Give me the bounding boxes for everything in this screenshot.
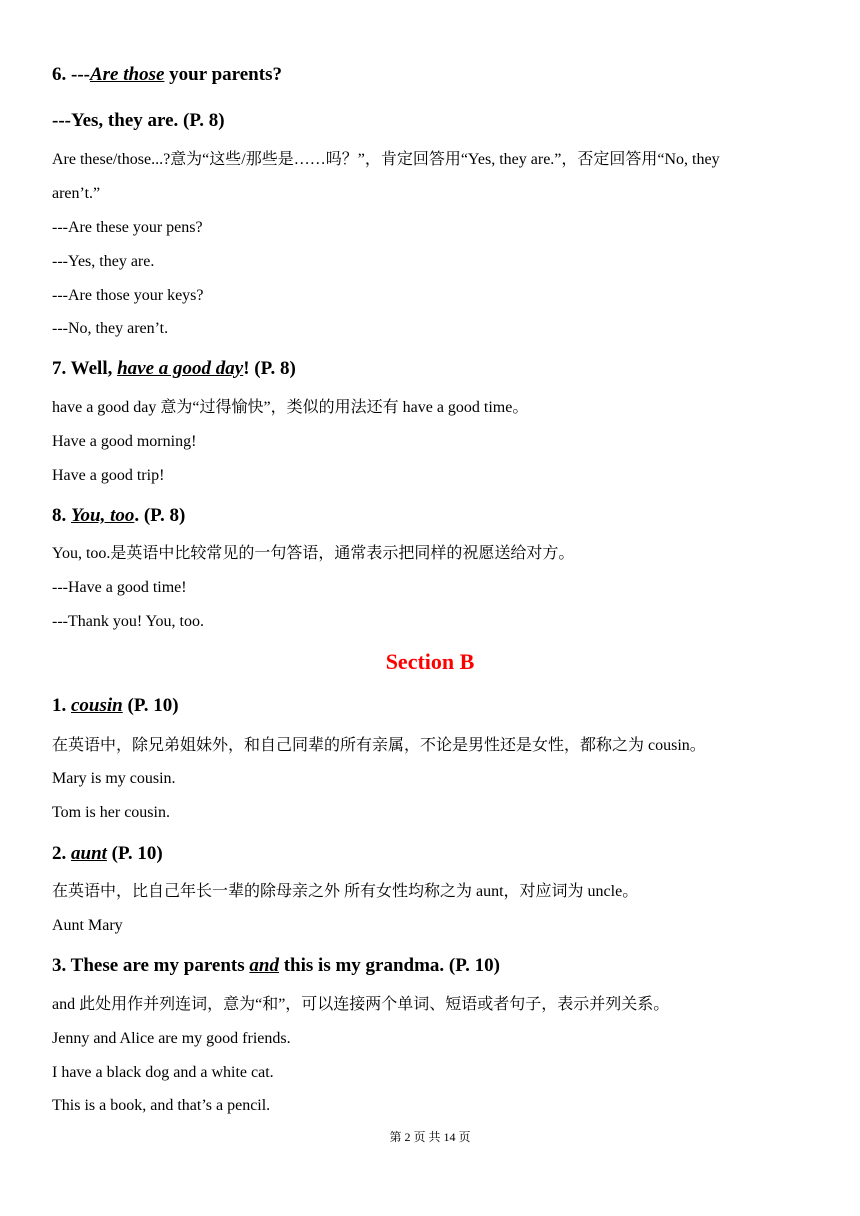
heading-prefix: 8. [52,505,71,526]
item-6-heading [52,63,820,87]
item-b1-heading [52,694,820,718]
example-sentence: Tom is her cousin. [52,804,170,821]
item-7-heading [52,357,820,381]
heading-suffix: ! (P. 8) [243,358,296,379]
example-sentence: Have a good morning! [52,433,197,450]
example-sentence: ---Are these your pens? [52,219,203,236]
explanation-text: Are these/those...?意为“这些/那些是……吗？”，肯定回答用“Yes, they are.”，否定回答用“No, they [52,151,720,168]
item-8-heading [52,504,820,528]
example-sentence: Mary is my cousin. [52,770,176,787]
example-sentence: ---Thank you! You, too. [52,613,204,630]
item-6-answer-heading: ---Yes, they are. (P. 8) [52,110,225,131]
page-footer: 第 2 页 共 14 页 [389,1130,471,1144]
explanation-text: aren’t.” [52,185,101,202]
keyword: You, too [71,505,135,526]
keyword: cousin [71,695,123,716]
heading-prefix: 6. --- [52,64,90,85]
example-sentence: ---No, they aren’t. [52,320,169,337]
example-sentence: ---Have a good time! [52,579,187,596]
example-sentence: This is a book, and that’s a pencil. [52,1097,271,1114]
heading-suffix: . (P. 8) [134,505,186,526]
explanation-text: 在英语中，比自己年长一辈的除母亲之外 所有女性均称之为 aunt，对应词为 uncle。 [52,883,639,900]
heading-suffix: your parents? [164,64,282,85]
keyword: Are those [89,64,165,85]
example-sentence: ---Are those your keys? [52,287,204,304]
example-sentence: ---Yes, they are. [52,253,155,270]
example-sentence: I have a black dog and a white cat. [52,1064,274,1081]
explanation-text: and 此处用作并列连词，意为“和”，可以连接两个单词、短语或者句子，表示并列关系。 [52,996,670,1013]
heading-prefix: 3. These are my parents [52,955,250,976]
item-b3-heading [52,954,820,978]
heading-suffix: this is my grandma. (P. 10) [278,955,500,976]
heading-suffix: (P. 10) [122,695,179,716]
keyword: aunt [71,843,107,864]
explanation-text: 在英语中，除兄弟姐妹外，和自己同辈的所有亲属，不论是男性还是女性，都称之为 cousin。 [52,737,706,754]
section-title: Section B [385,649,475,674]
keyword: have a good day [117,358,244,379]
heading-prefix: 1. [52,695,71,716]
heading-prefix: 2. [52,843,71,864]
example-sentence: Aunt Mary [52,917,123,934]
example-sentence: Have a good trip! [52,467,165,484]
keyword: and [249,955,279,976]
explanation-text: You, too.是英语中比较常见的一句答语，通常表示把同样的祝愿送给对方。 [52,545,575,562]
heading-prefix: 7. Well, [52,358,118,379]
item-b2-heading [52,842,820,866]
explanation-text: have a good day 意为“过得愉快”，类似的用法还有 have a good time。 [52,399,529,416]
example-sentence: Jenny and Alice are my good friends. [52,1030,291,1047]
heading-suffix: (P. 10) [106,843,163,864]
